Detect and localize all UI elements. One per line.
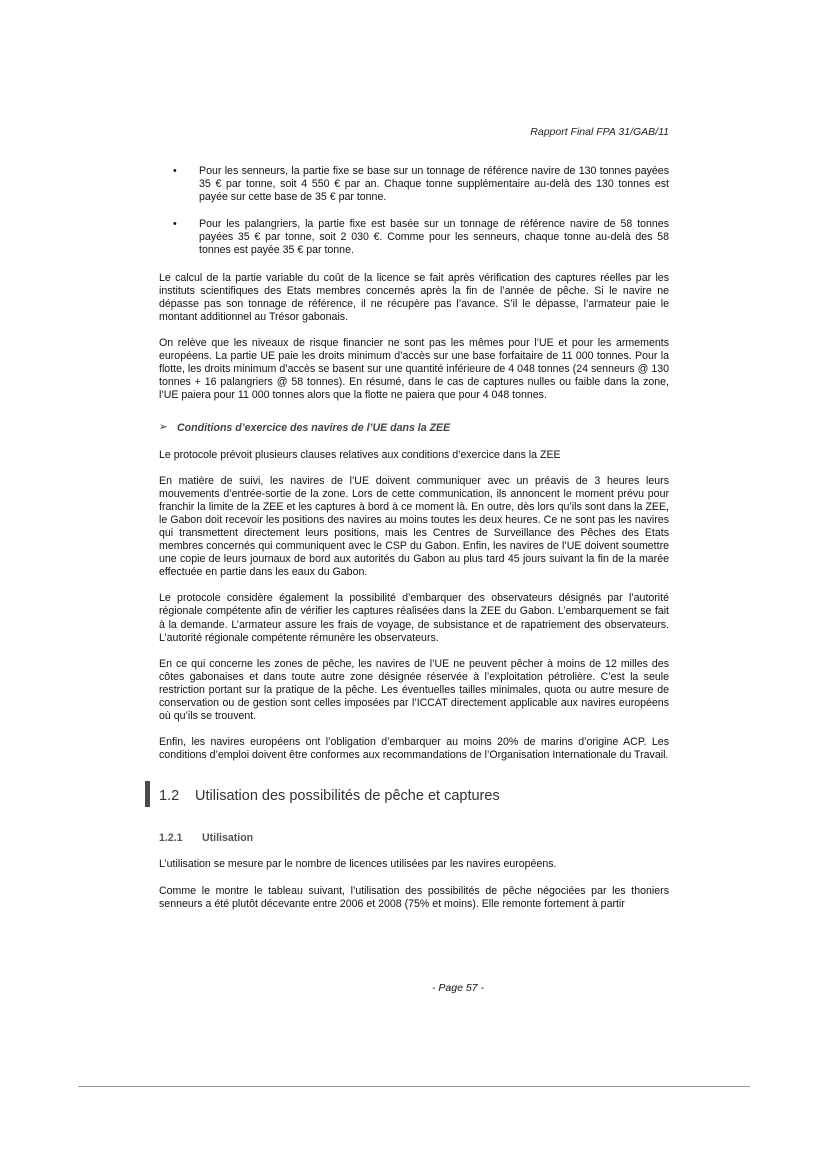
arrow-bullet-icon: ➢ [159, 421, 168, 434]
bullet-text: Pour les senneurs, la partie fixe se base sur un tonnage de référence navire de 130 tonnes payées 35 € par tonne, soit 4 550 € par an. Chaque tonne supplémentaire au-delà des 130 tonnes est payée sur cette base de 35 € par tonne. [199, 165, 669, 204]
bullet-item [159, 218, 669, 257]
paragraph: Le protocole considère également la possibilité d’embarquer des observateurs désignés par l’autorité régionale compétente afin de vérifier les captures réalisées dans la ZEE du Gabon. L’embarquement se fait à la demande. L’armateur assure les frais de voyage, de subsistance et de rapatriement des observateurs. L’autorité régionale compétente rémunère les observateurs. [159, 592, 669, 644]
bullet-item [159, 165, 669, 204]
subsection-title-text: Utilisation [201, 832, 254, 845]
bullet-dot-icon: • [173, 218, 177, 231]
subsection-heading [159, 832, 669, 845]
paragraph: Le protocole prévoit plusieurs clauses relatives aux conditions d’exercice dans la ZEE [159, 448, 561, 461]
page-number: - Page 57 - [432, 982, 484, 994]
bullet-list [159, 165, 669, 258]
paragraph: Comme le montre le tableau suivant, l’utilisation des possibilités de pêche négociées par les thoniers senneurs a été plutôt décevante entre 2006 et 2008 (75% et moins). Elle remonte fortement à partir [159, 884, 669, 910]
subheading [159, 422, 669, 435]
bullet-text: Pour les palangriers, la partie fixe est basée sur un tonnage de référence navire de 58 tonnes payées 35 € par tonne, soit 2 030 €. Comme pour les senneurs, chaque tonne au-delà des 58 tonnes est payée 35 € par tonne. [199, 218, 669, 257]
paragraph: On relève que les niveaux de risque financier ne sont pas les mêmes pour l’UE et pour les armements européens. La partie UE paie les droits minimum d’accès sur une base forfaitaire de 11 000 tonnes. Pour la flotte, les droits minimum d’accès se basent sur une quantité inférieure de 4 048 tonnes (24 senneurs @ 130 tonnes + 16 palangriers @ 58 tonnes). En résumé, dans le cas de captures nulles ou faible dans la zone, l’UE paiera pour 11 000 tonnes alors que la flotte ne paiera que pour 4 048 tonnes. [159, 336, 669, 402]
paragraph: L’utilisation se mesure par le nombre de licences utilisées par les navires européens. [159, 858, 557, 871]
section-heading [159, 786, 669, 806]
subsection-number: 1.2.1 [159, 832, 183, 845]
footer-divider [78, 1086, 750, 1087]
paragraph: Le calcul de la partie variable du coût de la licence se fait après vérification des captures réelles par les instituts scientifiques des Etats membres concernés après la fin de l’année de pêche. Si le navire ne dépasse pas son tonnage de référence, il ne récupère pas l’avance. S’il le dépasse, l’armateur paie le montant additionnel au Trésor gabonais. [159, 271, 669, 323]
paragraph: En ce qui concerne les zones de pêche, les navires de l’UE ne peuvent pêcher à moins de 12 milles des côtes gabonaises et dans toute autre zone désignée réservée à l’exploitation pétrolière. C’est la seule restriction portant sur la pratique de la pêche. Les éventuelles tailles minimales, quota ou autre mesure de conservation ou de gestion sont celles imposées par l’ICCAT directement applicable aux navires européens où qu’ils se trouvent. [159, 657, 669, 723]
bullet-dot-icon: • [173, 165, 177, 177]
subheading-text: Conditions d’exercice des navires de l’UE dans la ZEE [177, 422, 451, 435]
section-bar [145, 781, 150, 807]
paragraph: Enfin, les navires européens ont l’obligation d’embarquer au moins 20% de marins d’origine ACP. Les conditions d’emploi doivent être conformes aux recommandations de l’Organisation Internationale du Travail. [159, 736, 669, 762]
report-reference: Rapport Final FPA 31/GAB/11 [530, 126, 669, 138]
section-number: 1.2 [159, 788, 180, 805]
paragraph: En matière de suivi, les navires de l’UE doivent communiquer avec un préavis de 3 heures leurs mouvements d’entrée-sortie de la zone. Lors de cette communication, ils annoncent le moment prévu pour franchir la limite de la ZEE et les captures à bord à ce moment là. En outre, dès lors qu’ils sont dans la ZEE, le Gabon doit recevoir les positions des navires au moins toutes les deux heures. Ce ne sont pas les navires qui transmettent directement leurs positions, mais les Centres de Surveillance des Pêches des Etats membres concernés qui communiquent avec le CSP du Gabon. Enfin, les navires de l’UE doivent soumettre une copie de leurs journaux de bord aux autorités du Gabon au plus tard 45 jours suivant la fin de la marée effectuée en partie dans les eaux du Gabon. [159, 474, 669, 579]
page-content [159, 165, 669, 924]
section-title-text: Utilisation des possibilités de pêche et captures [195, 788, 500, 805]
